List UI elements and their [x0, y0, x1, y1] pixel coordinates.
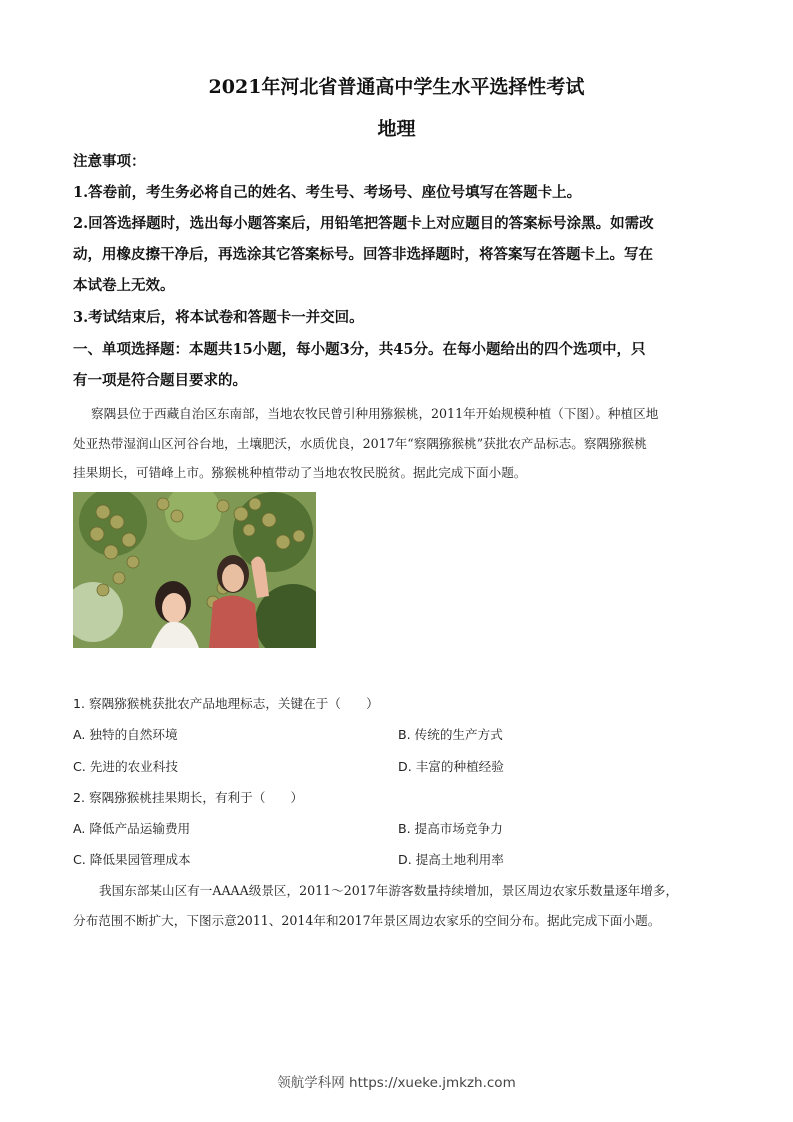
- notice-item-1: 1.答卷前，考生务必将自己的姓名、考生号、考场号、座位号填写在答题卡上。: [73, 184, 582, 201]
- notice-item-3: 3.考试结束后，将本试卷和答题卡一并交回。: [73, 309, 364, 326]
- passage-1-line-1: 察隅县位于西藏自治区东南部，当地农牧民曾引种用猕猴桃，2011年开始规模种植（下图）。种植区地: [91, 406, 659, 421]
- section-heading-line-2: 有一项是符合题目要求的。: [73, 372, 247, 389]
- question-1-stem: 1. 察隅猕猴桃获批农产品地理标志，关键在于（ ）: [73, 696, 379, 711]
- notice-item-2-line-2: 动，用橡皮擦干净后，再选涂其它答案标号。回答非选择题时，将答案写在答题卡上。写在: [73, 246, 653, 263]
- question-1-option-d: D. 丰富的种植经验: [398, 759, 504, 774]
- question-1-option-a: A. 独特的自然环境: [73, 727, 178, 742]
- exam-title: 2021年河北省普通高中学生水平选择性考试: [208, 76, 585, 98]
- passage-1-line-3: 挂果期长，可错峰上市。猕猴桃种植带动了当地农牧民脱贫。据此完成下面小题。: [73, 465, 527, 480]
- section-heading-line-1: 一、单项选择题：本题共15小题，每小题3分，共45分。在每小题给出的四个选项中，只: [73, 341, 646, 358]
- notice-item-2-line-3: 本试卷上无效。: [73, 277, 175, 294]
- question-2-option-b: B. 提高市场竞争力: [398, 821, 503, 836]
- passage-1-line-2: 处亚热带湿润山区河谷台地，土壤肥沃，水质优良，2017年“察隅猕猴桃”获批农产品标志。察隅猕猴桃: [73, 436, 647, 451]
- question-1-option-c: C. 先进的农业科技: [73, 759, 178, 774]
- kiwi-orchard-photo: [73, 492, 316, 648]
- notice-item-2-line-1: 2.回答选择题时，选出每小题答案后，用铅笔把答题卡上对应题目的答案标号涂黑。如需改: [73, 215, 654, 232]
- notice-heading: 注意事项：: [73, 153, 146, 170]
- question-1-option-b: B. 传统的生产方式: [398, 727, 503, 742]
- question-2-option-a: A. 降低产品运输费用: [73, 821, 191, 836]
- passage-2-line-1: 我国东部某山区有一AAAA级景区，2011～2017年游客数量持续增加，景区周边农家乐数量逐年增多，: [99, 883, 679, 898]
- question-2-stem: 2. 察隅猕猴桃挂果期长，有利于（ ）: [73, 790, 304, 805]
- question-2-option-c: C. 降低果园管理成本: [73, 852, 191, 867]
- passage-2-line-2: 分布范围不断扩大，下图示意2011、2014年和2017年景区周边农家乐的空间分布。据此完成下面小题。: [73, 913, 661, 928]
- subject-title: 地理: [377, 118, 416, 140]
- footer-watermark: 领航学科网 https://xueke.jmkzh.com: [277, 1075, 516, 1091]
- question-2-option-d: D. 提高土地利用率: [398, 852, 504, 867]
